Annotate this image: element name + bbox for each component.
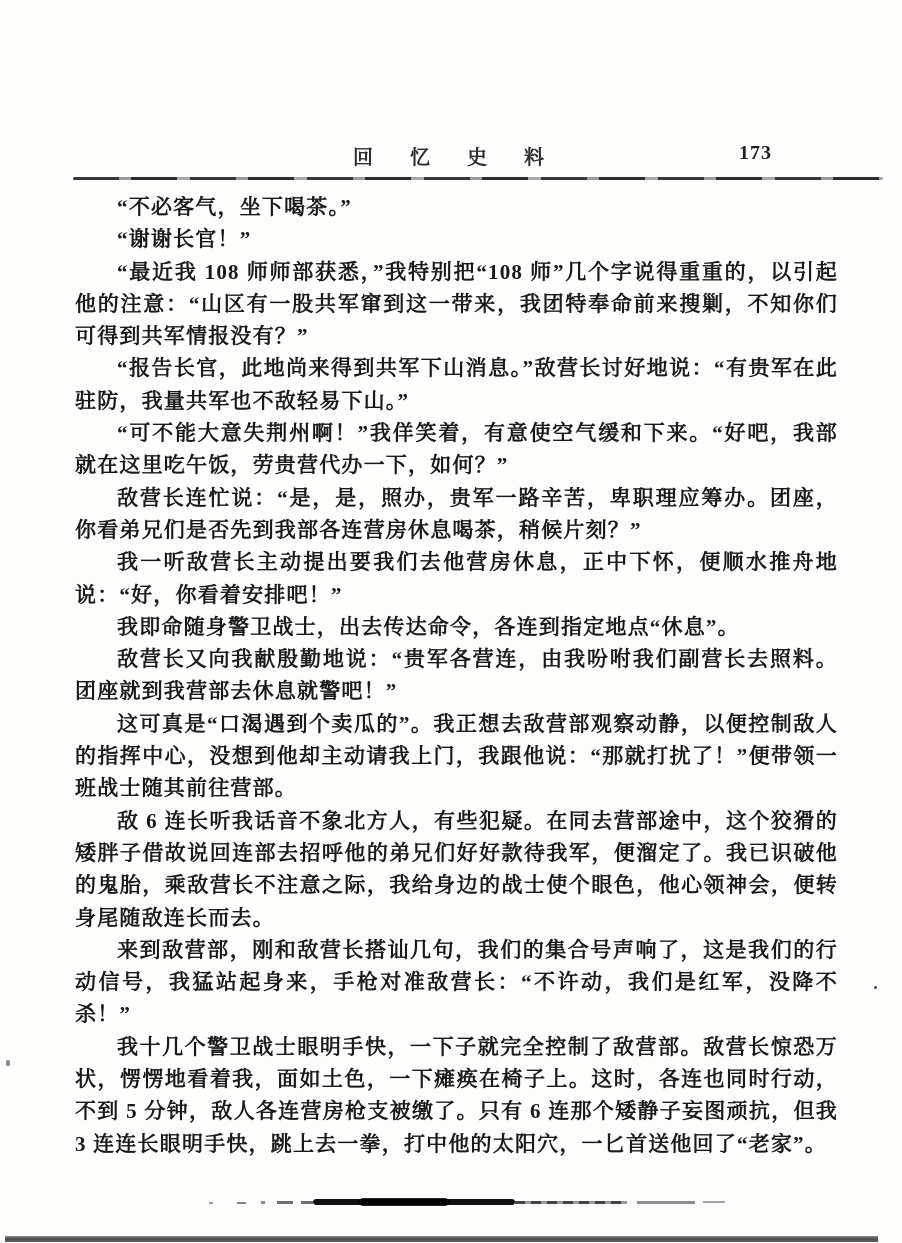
scan-speck [6, 1060, 10, 1066]
header-rule [73, 177, 883, 180]
scan-smudge-fragments [515, 1201, 627, 1204]
page-body [75, 191, 838, 1160]
scan-smudge-dot [209, 1202, 213, 1204]
scan-speck [874, 986, 877, 989]
page-header [75, 141, 838, 171]
scan-smudge-dash [637, 1201, 695, 1204]
scan-bottom-edge-bar [5, 1236, 878, 1242]
scan-smudge-core [359, 1198, 449, 1206]
paragraph: 敌营长连忙说：“是，是，照办，贵军一路辛苦，卑职理应筹办。团座，你看弟兄们是否先到我部各连营房休息喝茶，稍候片刻？” [75, 485, 838, 542]
scan-smudge-dash [703, 1201, 725, 1203]
scan-smudge-dash [277, 1201, 293, 1204]
paragraph: “谢谢长官！” [117, 227, 252, 252]
paragraph: 我一听敌营长主动提出要我们去他营房休息，正中下怀，便顺水推舟地说：“好，你看着安排吧！” [75, 550, 838, 607]
paragraph: “可不能大意失荆州啊！”我佯笑着，有意使空气缓和下来。“好吧，我部就在这里吃午饭，劳贵营代办一下，如何？” [75, 421, 838, 478]
paragraph: “不必客气，坐下喝茶。” [117, 195, 352, 219]
paragraph: 来到敌营部，刚和敌营长搭讪几句，我们的集合号声响了，这是我们的行动信号，我猛站起身来，手枪对准敌营长：“不许动，我们是红军，没降不杀！” [75, 937, 838, 1027]
running-title: 回 忆 史 料 [353, 147, 560, 169]
scan-smudge-dot [237, 1202, 246, 1204]
scan-smudge-dot [261, 1201, 265, 1204]
paragraph: “报告长官，此地尚来得到共军下山消息。”敌营长讨好地说：“有贵军在此驻防，我量共军也不敌轻易下山。” [75, 356, 838, 413]
paragraph: 敌 6 连长听我话音不象北方人，有些犯疑。在同去营部途中，这个狡猾的矮胖子借故说回连部去招呼他的弟兄们好好款待我军，便溜定了。我已识破他的鬼胎，乘敌营长不注意之际，我给身边的战士使个眼色，他心领神会，便转身尾随敌连长而去。 [75, 808, 838, 930]
scan-smudge-dash [301, 1201, 313, 1204]
paragraph: 敌营长又向我献殷勤地说：“贵军各营连，由我吩咐我们副营长去照料。团座就到我营部去休息就警吧！” [75, 647, 838, 704]
paragraph: “最近我 108 师师部获悉，”我特别把“108 师”几个字说得重重的，以引起他的注意：“山区有一股共军窜到这一带来，我团特奉命前来搜剿，不知你们可得到共军情报没有？” [75, 259, 838, 349]
scan-smudge-line [209, 1197, 725, 1207]
paragraph: 我十几个警卫战士眼明手快，一下子就完全控制了敌营部。敌营长惊恐万状，愣愣地看着我，面如土色，一下瘫痪在椅子上。这时，各连也同时行动，不到 5 分钟，敌人各连营房枪支被缴了。只有 6 连那个矮静子妄图顽抗，但我 3 连连长眼明手快，跳上去一拳，打中他的太阳穴，一匕首送他回了“老家”。 [75, 1034, 838, 1156]
paragraph: 这可真是“口渴遇到个卖瓜的”。我正想去敌营部观察动静，以便控制敌人的指挥中心，没想到他却主动请我上门，我跟他说：“那就打扰了！”便带领一班战士随其前往营部。 [75, 711, 838, 801]
page-number: 173 [739, 142, 772, 164]
paragraph: 我即命随身警卫战士，出去传达命令，各连到指定地点“休息”。 [117, 614, 740, 639]
